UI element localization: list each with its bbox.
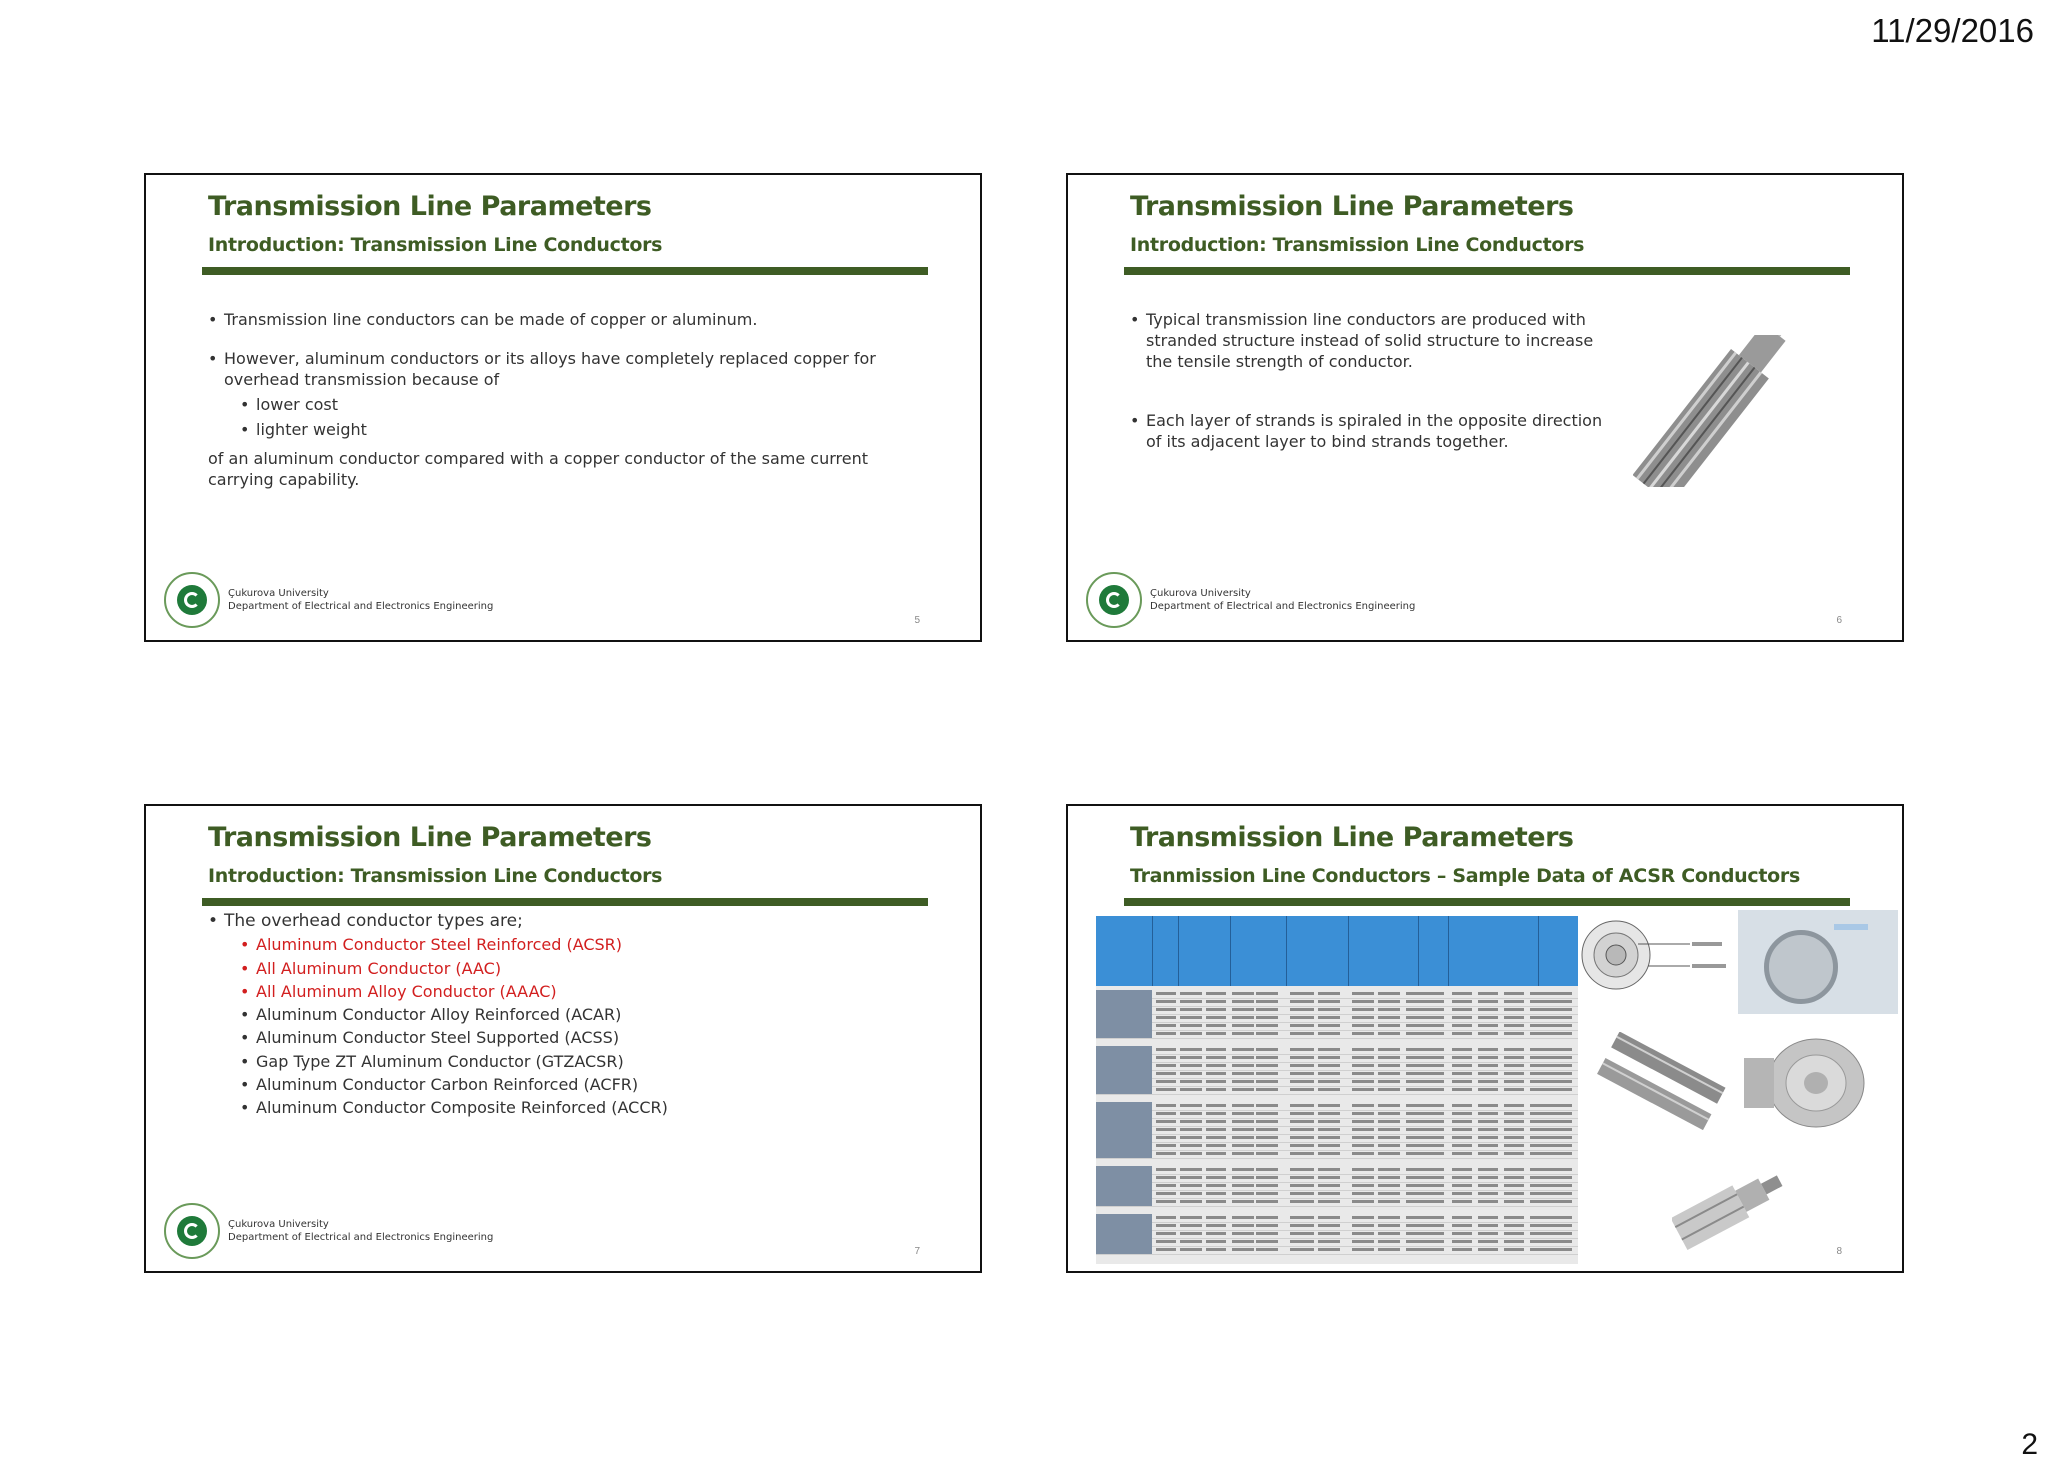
slide-title: Transmission Line Parameters <box>1130 822 1574 853</box>
conductor-end-view-photo <box>1744 1028 1874 1138</box>
slide-subtitle: Introduction: Transmission Line Conductors <box>208 865 663 887</box>
page-number: 2 <box>2021 1428 2038 1461</box>
conductor-type-accr: • Aluminum Conductor Composite Reinforced (ACCR) <box>208 1096 928 1119</box>
slide-subtitle: Introduction: Transmission Line Conductors <box>1130 234 1585 256</box>
footer-department: Department of Electrical and Electronics Engineering <box>228 1232 494 1243</box>
conductor-type-gtzacsr: • Gap Type ZT Aluminum Conductor (GTZACSR) <box>208 1050 928 1073</box>
conductor-type-acar: • Aluminum Conductor Alloy Reinforced (ACAR) <box>208 1003 928 1026</box>
slide-6 <box>1066 173 1904 642</box>
stranded-conductor-photo <box>1633 335 1793 487</box>
slide-7 <box>144 804 982 1273</box>
slide-number: 8 <box>1836 1246 1842 1257</box>
university-seal-icon <box>1086 572 1142 628</box>
slide-body <box>208 309 928 490</box>
university-seal-icon <box>164 572 220 628</box>
table-row <box>1096 1246 1578 1255</box>
bullet-item: • Typical transmission line conductors are produced with stranded structure instead of solid structure to increase the tensile strength of conductor. <box>1130 309 1620 372</box>
slide-number: 6 <box>1836 615 1842 626</box>
slide-title: Transmission Line Parameters <box>208 191 652 222</box>
conductor-type-acfr: • Aluminum Conductor Carbon Reinforced (ACFR) <box>208 1073 928 1096</box>
footer-university: Çukurova University <box>228 588 329 599</box>
conductor-type-acsr: • Aluminum Conductor Steel Reinforced (ACSR) <box>208 933 928 956</box>
conductor-type-aac: • All Aluminum Conductor (AAC) <box>208 957 928 980</box>
layered-conductor-photo <box>1672 1154 1792 1258</box>
title-rule <box>1124 267 1850 275</box>
slide-footer <box>1086 572 1415 628</box>
footer-university: Çukurova University <box>1150 588 1251 599</box>
conductor-type-acss: • Aluminum Conductor Steel Supported (ACSS) <box>208 1026 928 1049</box>
bullet-item: • Each layer of strands is spiraled in the opposite direction of its adjacent layer to bind strands together. <box>1130 410 1620 452</box>
footer-department: Department of Electrical and Electronics Engineering <box>228 601 494 612</box>
bullet-item: • The overhead conductor types are; <box>208 910 928 933</box>
slide-5 <box>144 173 982 642</box>
slide-body <box>1130 309 1620 452</box>
bullet-item: • However, aluminum conductors or its alloys have completely replaced copper for overhead transmission because of <box>208 348 884 390</box>
page-date: 11/29/2016 <box>1871 12 2034 49</box>
bullet-item: • Transmission line conductors can be made of copper or aluminum. <box>208 309 928 330</box>
sub-bullet-item: • lighter weight <box>208 419 928 440</box>
table-row <box>1096 1198 1578 1207</box>
conductor-type-aaac: • All Aluminum Alloy Conductor (AAAC) <box>208 980 928 1003</box>
slide-title: Transmission Line Parameters <box>1130 191 1574 222</box>
slide-8 <box>1066 804 1904 1273</box>
title-rule <box>202 898 928 906</box>
closing-text: of an aluminum conductor compared with a copper conductor of the same current carrying capability. <box>208 449 869 489</box>
slide-subtitle: Tranmission Line Conductors – Sample Data of ACSR Conductors <box>1130 865 1800 887</box>
slide-title: Transmission Line Parameters <box>208 822 652 853</box>
footer-university: Çukurova University <box>228 1219 329 1230</box>
slide-footer <box>164 572 493 628</box>
slide-subtitle: Introduction: Transmission Line Conductors <box>208 234 663 256</box>
table-row <box>1096 1086 1578 1095</box>
title-rule <box>1124 898 1850 906</box>
title-rule <box>202 267 928 275</box>
slide-number: 7 <box>914 1246 920 1257</box>
conductor-strands-photo <box>1588 1032 1728 1142</box>
table-header <box>1096 916 1578 986</box>
sub-bullet-item: • lower cost <box>208 394 928 415</box>
footer-department: Department of Electrical and Electronics Engineering <box>1150 601 1416 612</box>
slide-footer <box>164 1203 493 1259</box>
university-seal-icon <box>164 1203 220 1259</box>
table-row <box>1096 1030 1578 1039</box>
slide-body <box>208 910 928 1120</box>
acsr-data-table-image <box>1096 916 1578 1264</box>
cable-end-photo <box>1738 910 1898 1014</box>
acsr-cross-section-diagram <box>1578 914 1728 996</box>
table-row <box>1096 1150 1578 1159</box>
slide-number: 5 <box>914 615 920 626</box>
